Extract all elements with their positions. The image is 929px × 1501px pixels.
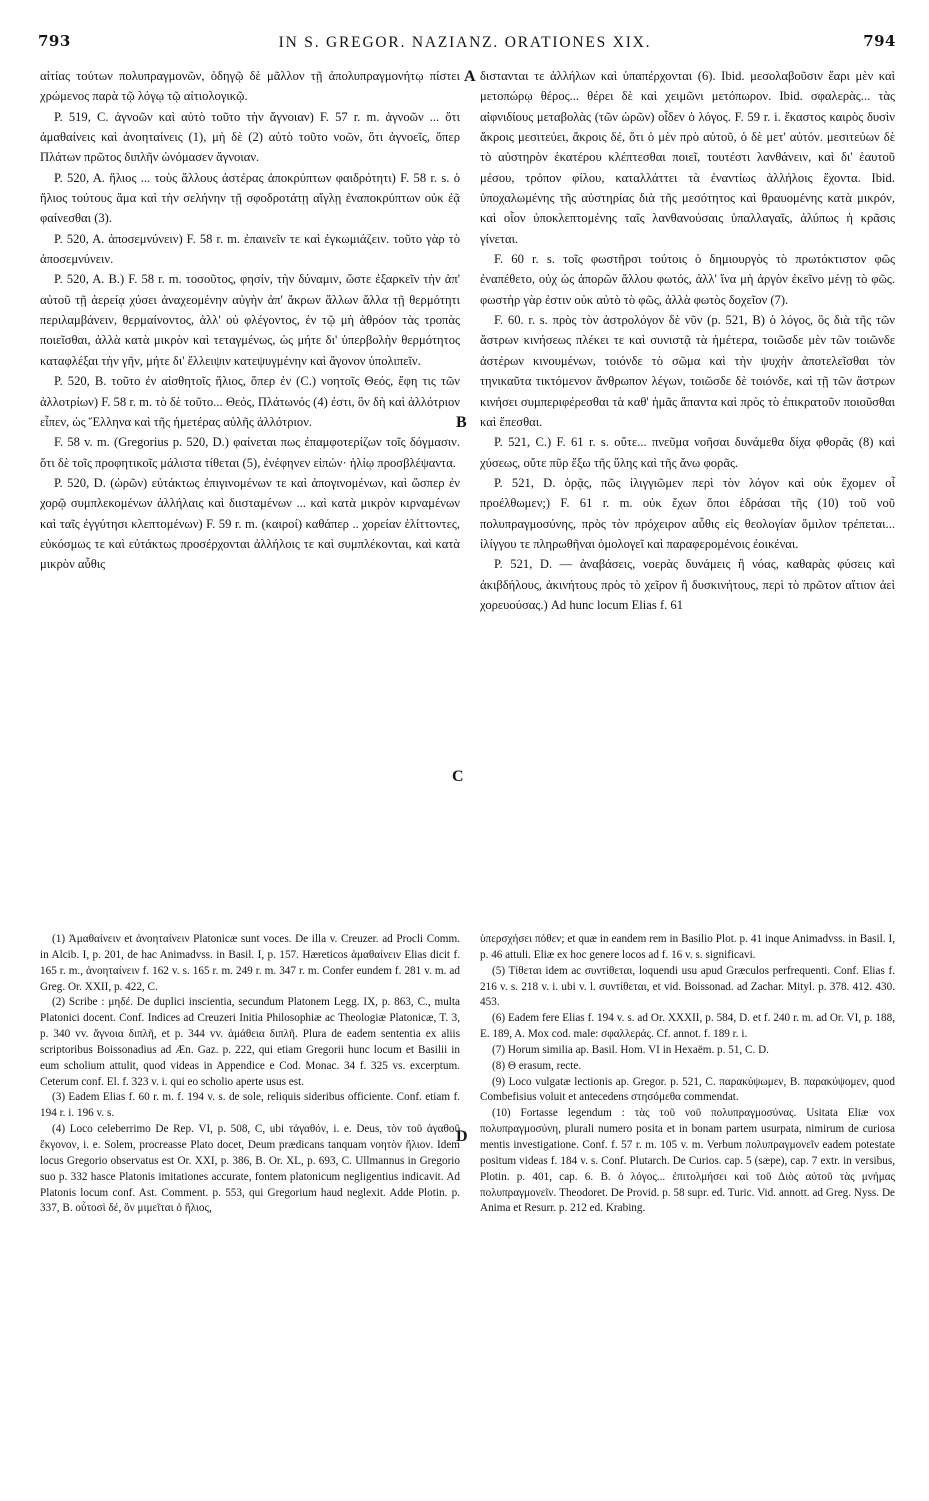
margin-letter-c: C [452, 768, 464, 785]
paragraph: αἰτίας τούτων πολυπραγμονῶν, ὀδηγῷ δὲ μᾶλλον τῇ ἀπολυπραγμονήτῳ πίστει χρώμενος παρὰ τῷ λόγῳ τῷ αἰτιολογικῷ. [40, 69, 460, 104]
paragraph: P. 521, D. ὁρᾷς, πῶς ἰλιγγιῶμεν περὶ τὸν λόγον καὶ οὐκ ἔχομεν οἷ προέλθωμεν;) F. 61 r. m. οὐκ ἔχων ὅποι ἑδράσαι τῆς (10) τοῦ νοῦ πολυπραγμοσύνης, πρὸς τὸν πρόχειρον αὖθις εἰς θεολογίαν ὅμιλον τρέπεται... ἰλίγγου τε πληρωθῆναι ὁμολογεῖ καὶ παραφερομένοις ἐοικέναι. [480, 475, 895, 551]
margin-letter-b: B [456, 414, 467, 431]
paragraph: P. 520, B. τοῦτο ἐν αἰσθητοῖς ἥλιος, ὅπερ ἐν (C.) νοητοῖς Θεός, ἔφη τις τῶν ἀλλοτρίων) F. 58 r. m. τὸ δὲ τοῦτο... Θεός, Πλάτωνός (4) ἐστι, ὃν δὴ καὶ ἀλλότριον εἶπεν, ὡς Ἕλληνα καὶ τῆς ἡμετέρας αὐλῆς ἀλλότριον. [40, 374, 460, 429]
right-footnotes [480, 932, 895, 1217]
page-number-left: 793 [38, 32, 71, 50]
left-column-text [40, 66, 460, 575]
paragraph: P. 521, C.) F. 61 r. s. οὔτε... πνεῦμα νοῆσαι δυνάμεθα δίχα φθορᾶς (8) καὶ χύσεως, οὔτε πῦρ ἔξω τῆς ὕλης καὶ τῆς ἄνω φορᾶς. [480, 435, 895, 470]
margin-letter-a: A [464, 68, 476, 85]
paragraph: P. 521, D. — ἀναβάσεις, νοερὰς δυνάμεις ἢ νόας, καθαρὰς φύσεις καὶ ἀκιβδήλους, ἀκινήτους πρὸς τὸ χεῖρον ἢ δυσκινήτους, περὶ τὸ πρῶτον αἴτιον ἀεὶ χορευούσας.) Ad hunc locum Elias f. 61 [480, 557, 895, 612]
paragraph: F. 60. r. s. πρὸς τὸν ἀστρολόγον δὲ νῦν (p. 521, B) ὁ λόγος, ὃς διὰ τῆς τῶν ἄστρων κινήσεως πλέκει τε καὶ συνιστᾷ τὰ ἡμέτερα, τοιῶσδε μὲν τῶν τοιῶνδε ἀστέρων κινουμένων, τοιόνδε τὸ σῶμα καὶ τὴν ψυχὴν ἀποτελεῖσθαι τὸν τηνικαῦτα τικτόμενον ἄνθρωπον λέγων, τοιῶσδε δὲ τοιόνδε, καὶ τῇ τῶν ἄστρων κινήσει συμπεριφέρεσθαι τὰ καθ' ἡμᾶς ἅπαντα καὶ πρὸς τὸ ἐπικρατοῦν ποιοῦσθαι καὶ ἕπεσθαι. [480, 313, 895, 429]
paragraph: P. 519, C. ἀγνοῶν καὶ αὐτὸ τοῦτο τὴν ἄγνοιαν) F. 57 r. m. ἀγνοῶν ... ὅτι ἀμαθαίνεις καὶ ἀνοηταίνεις (1), μὴ δὲ (2) αὐτὸ τοῦτο νοῶν, ὅτι ἀγνοεῖς, ὅπερ Πλάτων πρῶτος διπλῆν ὠνόμασεν ἄγνοιαν. [40, 109, 460, 165]
left-footnotes [40, 932, 460, 1217]
page-number-right: 794 [863, 32, 896, 50]
footnote: (9) Loco vulgatæ lectionis ap. Gregor. p. 521, C. παρακύψωμεν, B. παρακύψομεν, quod Combefisius voluit et antecedens στησόμεθα commendat. [480, 1075, 895, 1104]
footnote: (10) Fortasse legendum : τὰς τοῦ νοῦ πολυπραγμοσύνας. Usitata Eliæ vox πολυπραγμοσύνη, plurali numero posita et in bonam partem usurpata, nimirum de curiosa mentis investigatione. Conf. f. 57 r. m. 105 v. m. Verbum πολυπραγμονεῖν eadem potestate positum videas f. 184 v. s. Conf. Plutarch. De Curios. cap. 5 (sæpe), cap. 7 extr. in versibus, Plotin. p. 401, cap. 6. B. ὁ λόγος... ἐπιτολμήσει καὶ τοῦ Διὸς αὐτοῦ τὰς μνήμας πολυπραγμονεῖν. Theodoret. De Provid. p. 58 supr. ed. Turic. Vid. annott. ad Greg. Nyss. De Anima et Resurr. p. 212 ed. Krabing. [480, 1107, 895, 1215]
footnote: (4) Loco celeberrimo De Rep. VI, p. 508, C, ubi τἀγαθόν, i. e. Deus, τὸν τοῦ ἀγαθοῦ ἔκγονον, i. e. Solem, procreasse Plato docet, Deum prædicans tanquam νοητὸν ἥλιον. Idem locus Gregorio observatus est Or. XXI, p. 386, B. Or. XL, p. 693, C. Ullmannus in Gregorio suo p. 332 hasce Platonis imitationes accurate, fontem platonicum negligentius indicavit. Ad Platonis locum conf. Ast. Comment. p. 553, qui Gregorium haud neglexit. Adde Plotin. p. 337, B. οὗτοσὶ δέ, ὃν μιμεῖται ὁ ἥλιος, [40, 1123, 460, 1215]
paragraph: F. 58 v. m. (Gregorius p. 520, D.) φαίνεται πως ἐπαμφοτερίζων τοῖς δόγμασιν. ὅτι δὲ τοῖς προφητικοῖς μάλιστα τίθεται (5), ἐνέφηνεν εἰπών· ἡλίῳ προσβλέψαντα. [40, 435, 460, 470]
paragraph: P. 520, A. B.) F. 58 r. m. τοσοῦτος, φησίν, τὴν δύναμιν, ὥστε ἐξαρκεῖν τὴν ἀπ' αὐτοῦ τῇ ἀερείᾳ χύσει ἀναχεομένην αὐγὴν ἀπ' ἄκρων ἄλλων ἄλλα τῇ θερμότητι περιλαμβάνειν, θερμαίνοντος, ἀλλ' οὐ φλέγοντος, ἐν τῷ μὴ ἀθρόον τὰς τροπὰς ποιεῖσθαι, ἀλλὰ κατὰ μικρὸν καὶ τεταγμένως, ὡς μήτε δι' ὑπερβολὴν θερμότητος καταφλέξαι τὴν γῆν, μήτε δι' ἔλλειψιν κατεψυγμένην καὶ ἄγονον ὑπολιπεῖν. [40, 272, 460, 368]
page-header [30, 32, 900, 60]
footnote: (8) Θ erasum, recte. [492, 1059, 582, 1072]
footnote: (7) Horum similia ap. Basil. Hom. VI in Hexaëm. p. 51, C. D. [492, 1043, 769, 1056]
paragraph: P. 520, D. (ὡρῶν) εὐτάκτως ἐπιγινομένων τε καὶ ἀπογινομένων, καὶ ὥσπερ ἐν χορῷ συμπλεκομένων ἀλλήλαις καὶ διισταμένων ... καὶ κατὰ μικρὸν κιρναμένων καὶ ταῖς ἐγγύτησι κλεπτομένων) F. 59 r. m. (καιροί) καθάπερ .. χορείαν ἑλίττοντες, εὐκόσμως τε καὶ εὐτάκτως προσέρχονται ἀλλήλοις τε καὶ συμπλέκονται, καὶ κατὰ μικρὸν αὖθις [40, 475, 460, 572]
footnote: (5) Τίθεται idem ac συντίθεται, loquendi usu apud Græculos perfrequenti. Conf. Elias f. 216 v. s. 218 v. i. ubi v. l. συντίθεται, et vid. Boissonad. ad Zachar. Mityl. p. 378. 412. 430. 453. [480, 964, 895, 1009]
paragraph: P. 520, A. ἀποσεμνύνειν) F. 58 r. m. ἐπαινεῖν τε καὶ ἐγκωμιάζειν. τοῦτο γὰρ τὸ ἀποσεμνύνειν. [40, 231, 460, 267]
paragraph: P. 520, A. ἥλιος ... τοὺς ἄλλους ἀστέρας ἀποκρύπτων φαιδρότητι) F. 58 r. s. ὁ ἥλιος τούτους ἅμα καὶ τὴν σελήνην τῇ σφοδροτάτῃ αἴγλῃ ἐναποκρύπτων οὐκ ἐᾷ φαίνεσθαι (3). [40, 170, 460, 226]
running-title: IN S. GREGOR. NAZIANZ. ORATIONES XIX. [278, 34, 652, 51]
paragraph: F. 60 r. s. τοῖς φωστῆρσι τούτοις ὁ δημιουργὸς τὸ πρωτόκτιστον φῶς ἐναπέθετο, οὐχ ὡς ἀπορῶν ἄλλου φωτός, ἀλλ' ἵνα μὴ ἀργὸν ἐκεῖνο μένῃ τὸ φῶς. φωστὴρ γὰρ ἐστιν οὐκ αὐτὸ τὸ φῶς, ἀλλὰ φωτὸς δοχεῖον (7). [480, 252, 895, 307]
footnote: (6) Eadem fere Elias f. 194 v. s. ad Or. XXXII, p. 584, D. et f. 240 r. m. ad Or. VI, p. 188, E. 189, A. Mox cod. male: σφαλλεράς. Cf. annot. f. 189 r. i. [480, 1012, 895, 1041]
margin-letter-d: D [456, 1128, 468, 1145]
footnote: (1) Ἀμαθαίνειν et ἀνοηταίνειν Platonicæ sunt voces. De illa v. Creuzer. ad Procli Comm. in Alcib. I, p. 201, de hac Animadvss. in Basil. I, p. 157. Hæreticos ἀμαθαίνειν Elias dicit f. 165 r. m., ἀνοηταίνειν f. 162 v. s. 165 r. m. 249 r. m. 347 r. m. Confer eundem f. 281 v. m. ad Greg. Or. XXII, p. 422, C. [40, 933, 460, 993]
footnote: (3) Eadem Elias f. 60 r. m. f. 194 v. s. de sole, reliquis sideribus officiente. Conf. etiam f. 194 r. i. 196 v. s. [40, 1091, 460, 1120]
footnote: ὑπερσχήσει πόθεν; et quæ in eandem rem in Basilio Plot. p. 41 inque Animadvss. in Basil. I, p. 46 attuli. Eliæ ex hoc genere locos ad f. 16 v. s. significavi. [480, 933, 895, 961]
right-column-text [480, 66, 895, 615]
footnote: (2) Scribe : μηδέ. De duplici inscientia, secundum Platonem Legg. IX, p. 863, C., multa Platonici docent. Conf. Indices ad Creuzeri Initia Philosophiæ ac Theologiæ Platonicæ, T. 3, p. 340 vv. ἄγνοια διπλῆ, et p. 344 vv. ἀμάθεια διπλῆ. Plura de eadem sententia ex aliis scriptoribus Boissonadius ad Æn. Gaz. p. 222, qui etiam Gregorii hunc locum et Basilii in eum scholium attulit, quod videas in Appendice e Cod. Monac. 34 f. 325 vs. excerptum. Ceterum conf. El. f. 323 v. i. qui eo scholio aperte usus est. [40, 996, 460, 1088]
paragraph: διστανται τε ἀλλήλων καὶ ὑπαπέρχονται (6). Ibid. μεσολαβοῦσιν ἔαρι μὲν καὶ μετοπώρῳ θέρος... θέρει δὲ καὶ χειμῶνι μετόπωρον. Ibid. σφαλερὰς... τὰς αἰφνιδίους μεταβολὰς (τῶν ὡρῶν) οἶδεν ὁ λόγος. F. 59 r. i. ἕκαστος καιρὸς δυσὶν ἄκροις μεσιτεύει, ἄκροις δέ, ὅτι ὁ μὲν πρὸ αὐτοῦ, ὁ δὲ μετ' αὐτόν. μεσιτεύων δὲ τὸ αὐστηρὸν ἑκατέρου κλέπτεσθαι ποιεῖ, τουτέστι λανθάνειν, καὶ δι' ἑαυτοῦ μέσου, τρόπον φίλου, καταλλάττει τὰ ἐναντίως ἀλλήλοις ἔχοντα. Ibid. ὑποχαλωμένης τῆς αὐστηρίας διὰ τῆς μεσότητος καὶ θραυομένης κατὰ μικρόν, καὶ οἷον ὑποκλεπτομένης ταῖς λανθανούσαις ὑπαλλαγαῖς, ἀλύπως ἡ κρᾶσις γίνεται. [480, 69, 895, 246]
